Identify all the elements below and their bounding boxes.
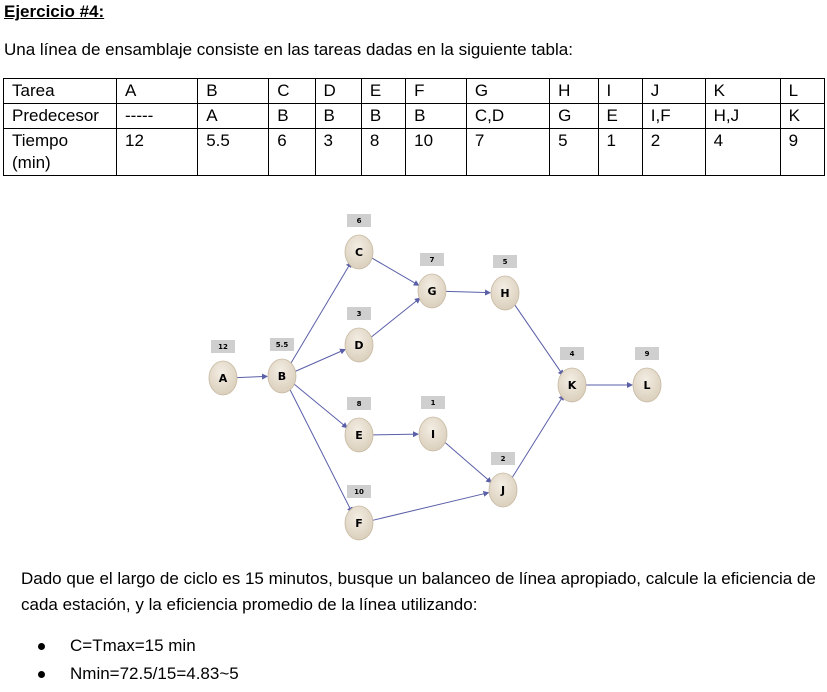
edge-a-b bbox=[237, 376, 267, 377]
bullet-icon bbox=[38, 643, 45, 650]
note-item bbox=[21, 660, 239, 688]
node-g bbox=[418, 253, 446, 308]
edge-c-g bbox=[371, 258, 418, 286]
table-cell: C,D bbox=[466, 104, 549, 129]
table-cell: 10 bbox=[406, 129, 467, 176]
node-c bbox=[345, 214, 373, 269]
node-f bbox=[345, 485, 373, 540]
table-cell: J bbox=[642, 79, 705, 104]
time-label: 9 bbox=[644, 350, 650, 358]
table-cell: B bbox=[315, 104, 361, 129]
time-label: 10 bbox=[354, 488, 364, 496]
node-label: A bbox=[218, 372, 228, 385]
node-label: B bbox=[277, 370, 287, 383]
table-cell: 6 bbox=[269, 129, 315, 176]
table-cell: ----- bbox=[117, 104, 198, 129]
bullet-icon bbox=[38, 671, 45, 678]
node-h bbox=[491, 255, 519, 310]
table-cell: L bbox=[780, 79, 824, 104]
row-header: Tarea bbox=[4, 79, 117, 104]
time-label: 5.5 bbox=[275, 341, 289, 349]
table-cell: A bbox=[198, 104, 269, 129]
table-cell: 1 bbox=[598, 129, 642, 176]
time-label: 12 bbox=[218, 343, 228, 351]
edge-j-k bbox=[511, 395, 564, 480]
edge-b-e bbox=[293, 383, 347, 427]
question-text: Dado que el largo de ciclo es 15 minutos, busque un balanceo de línea apropiado, calcule la eficiencia de cada estación, y la eficiencia promedio de la línea utilizando: bbox=[21, 569, 816, 614]
time-label: 1 bbox=[430, 399, 436, 407]
edge-i-j bbox=[444, 441, 491, 482]
table-cell: E bbox=[361, 79, 405, 104]
time-label: 5 bbox=[502, 258, 508, 266]
table-cell: K bbox=[705, 79, 780, 104]
node-d bbox=[345, 307, 373, 362]
edge-h-k bbox=[513, 303, 563, 376]
node-label: F bbox=[355, 517, 363, 530]
intro-text: Una línea de ensamblaje consiste en las tareas dadas en la siguiente tabla: bbox=[4, 40, 573, 59]
notes-list bbox=[21, 632, 239, 688]
node-b bbox=[268, 338, 296, 393]
table-cell: B bbox=[361, 104, 405, 129]
time-label: 6 bbox=[356, 217, 362, 225]
table-cell: I,F bbox=[642, 104, 705, 129]
table-cell: C bbox=[269, 79, 315, 104]
edge-g-h bbox=[446, 291, 490, 292]
note-item bbox=[21, 632, 239, 660]
table-cell: 5 bbox=[550, 129, 598, 176]
row-header: Tiempo (min) bbox=[4, 129, 117, 176]
table-cell: G bbox=[466, 79, 549, 104]
table-cell: 2 bbox=[642, 129, 705, 176]
table-cell: K bbox=[780, 104, 824, 129]
node-label: L bbox=[643, 379, 651, 392]
time-label: 2 bbox=[500, 455, 506, 463]
table-cell: 7 bbox=[466, 129, 549, 176]
note-cycle-time: C=Tmax=15 min bbox=[70, 636, 196, 655]
table-cell: 4 bbox=[705, 129, 780, 176]
time-label: 8 bbox=[356, 400, 362, 408]
edge-b-d bbox=[295, 349, 345, 371]
table-cell: 3 bbox=[315, 129, 361, 176]
table-cell: 8 bbox=[361, 129, 405, 176]
node-label: K bbox=[567, 379, 577, 392]
table-cell: F bbox=[406, 79, 467, 104]
node-k bbox=[558, 347, 586, 402]
node-label: H bbox=[500, 287, 510, 300]
node-label: G bbox=[427, 285, 437, 298]
edge-d-g bbox=[370, 298, 420, 338]
node-label: I bbox=[430, 428, 436, 441]
node-label: E bbox=[355, 429, 363, 442]
edge-b-c bbox=[289, 262, 351, 366]
table-cell: B bbox=[198, 79, 269, 104]
node-a bbox=[209, 340, 237, 395]
table-cell: 9 bbox=[780, 129, 824, 176]
node-label: C bbox=[354, 246, 364, 259]
table-cell: B bbox=[269, 104, 315, 129]
table-cell: E bbox=[598, 104, 642, 129]
time-label: 7 bbox=[429, 256, 435, 264]
node-l bbox=[633, 347, 661, 402]
table-cell: B bbox=[406, 104, 467, 129]
edge-e-i bbox=[373, 434, 418, 435]
table-cell: D bbox=[315, 79, 361, 104]
node-i bbox=[419, 396, 447, 451]
table-cell: 12 bbox=[117, 129, 198, 176]
table-cell: A bbox=[117, 79, 198, 104]
exercise-title: Ejercicio #4: bbox=[4, 2, 105, 21]
edge-f-j bbox=[373, 493, 489, 521]
table-cell: 5.5 bbox=[198, 129, 269, 176]
time-label: 3 bbox=[356, 310, 362, 318]
table-cell: G bbox=[550, 104, 598, 129]
time-label: 4 bbox=[569, 350, 575, 358]
table-cell: I bbox=[598, 79, 642, 104]
node-j bbox=[489, 452, 517, 507]
row-header: Predecesor bbox=[4, 104, 117, 129]
node-label: J bbox=[500, 484, 506, 497]
note-min-stations: Nmin=72.5/15=4.83~5 bbox=[70, 664, 239, 683]
node-e bbox=[345, 397, 373, 452]
table-cell: H,J bbox=[705, 104, 780, 129]
table-cell: H bbox=[550, 79, 598, 104]
node-label: D bbox=[354, 339, 364, 352]
